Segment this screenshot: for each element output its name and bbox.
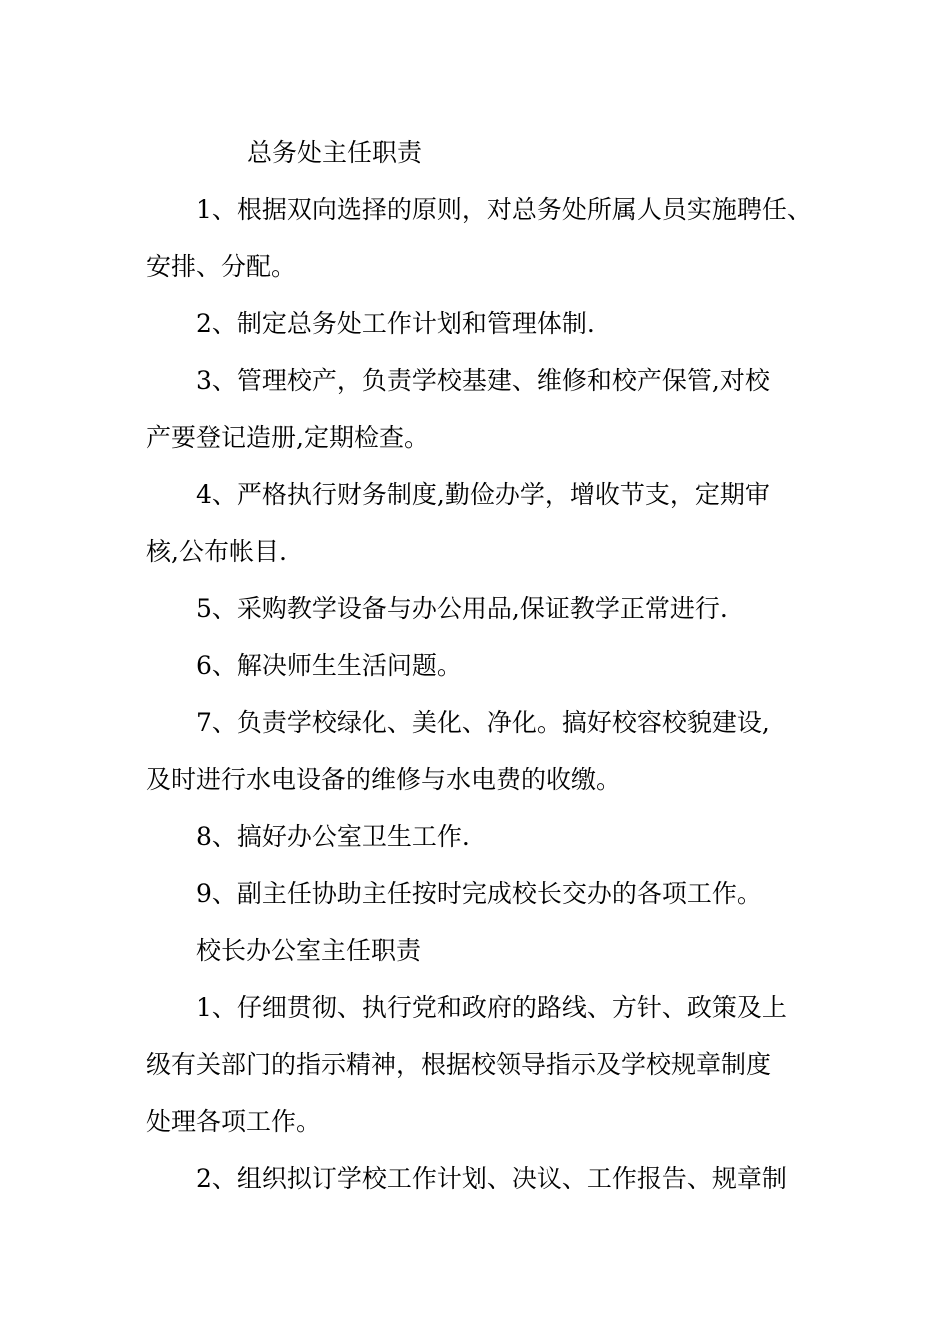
paragraph-line: 5、采购教学设备与办公用品,保证教学正常进行. bbox=[196, 594, 728, 623]
paragraph-line: 9、副主任协助主任按时完成校长交办的各项工作。 bbox=[196, 879, 762, 908]
paragraph-line: 处理各项工作。 bbox=[146, 1107, 322, 1136]
paragraph-line: 4、严格执行财务制度,勤俭办学，增收节支，定期审 bbox=[196, 480, 770, 509]
section-title: 总务处主任职责 bbox=[247, 138, 423, 167]
paragraph-line: 7、负责学校绿化、美化、净化。搞好校容校貌建设, bbox=[196, 708, 770, 737]
paragraph-line: 及时进行水电设备的维修与水电费的收缴。 bbox=[146, 765, 622, 794]
paragraph-line: 2、组织拟订学校工作计划、决议、工作报告、规章制 bbox=[196, 1164, 787, 1193]
paragraph-line: 2、制定总务处工作计划和管理体制. bbox=[196, 309, 595, 338]
paragraph-line: 产要登记造册,定期检查。 bbox=[146, 423, 429, 452]
paragraph-line: 级有关部门的指示精神，根据校领导指示及学校规章制度 bbox=[146, 1050, 772, 1079]
paragraph-line: 核,公布帐目. bbox=[146, 537, 287, 566]
paragraph-line: 8、搞好办公室卫生工作. bbox=[196, 822, 470, 851]
paragraph-line: 3、管理校产，负责学校基建、维修和校产保管,对校 bbox=[196, 366, 770, 395]
paragraph-line: 1、根据双向选择的原则，对总务处所属人员实施聘任、 bbox=[196, 195, 812, 224]
section-title: 校长办公室主任职责 bbox=[196, 936, 422, 965]
paragraph-line: 6、解决师生生活问题。 bbox=[196, 651, 462, 680]
paragraph-line: 1、仔细贯彻、执行党和政府的路线、方针、政策及上 bbox=[196, 993, 787, 1022]
paragraph-line: 安排、分配。 bbox=[146, 252, 297, 281]
